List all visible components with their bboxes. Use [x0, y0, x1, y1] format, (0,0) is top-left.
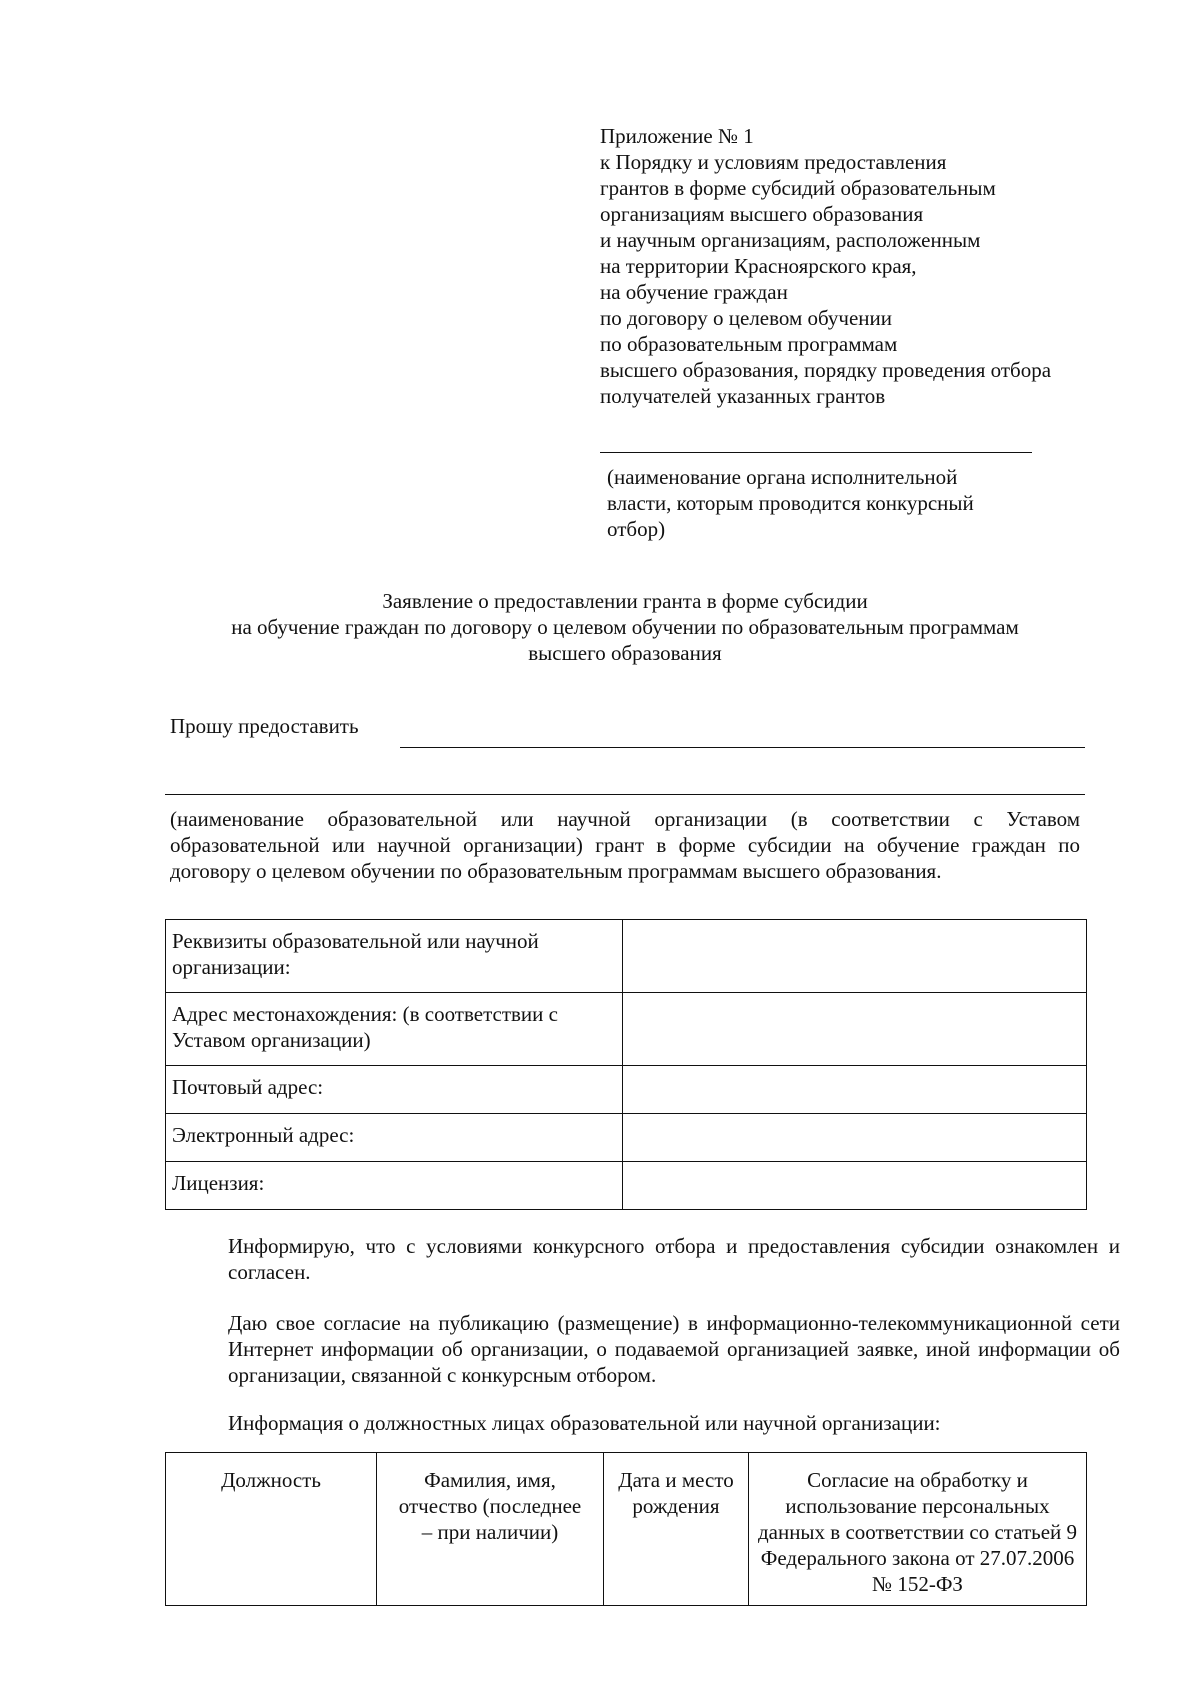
- header-position: Должность: [166, 1453, 377, 1606]
- consent-conditions-text: Информирую, что с условиями конкурсного отбора и предоставления субсидии ознакомлен и согласен.: [228, 1234, 1120, 1284]
- table-cell-value: [623, 1066, 1087, 1114]
- appendix-line: и научным организациям, расположенным: [600, 228, 981, 252]
- document-title: [160, 588, 1090, 666]
- appendix-line: получателей указанных грантов: [600, 384, 886, 408]
- request-label: Прошу предоставить: [170, 714, 359, 738]
- title-line: высшего образования: [528, 641, 722, 665]
- appendix-line: Приложение № 1: [600, 124, 754, 148]
- table-cell-value: [623, 920, 1087, 993]
- appendix-line: грантов в форме субсидий образовательным: [600, 176, 996, 200]
- table-cell-label: Почтовый адрес:: [166, 1066, 623, 1114]
- officials-intro-text: Информация о должностных лицах образовательной или научной организации:: [228, 1411, 941, 1435]
- requisites-table: [165, 919, 1087, 1210]
- organ-caption-line: (наименование органа исполнительной: [607, 465, 958, 489]
- table-cell-label: Адрес местонахождения: (в соответствии с Уставом организации): [166, 993, 623, 1066]
- consent-conditions-paragraph: [170, 1233, 1120, 1285]
- table-row: [166, 1066, 1087, 1114]
- table-row: [166, 993, 1087, 1066]
- organ-fill-line: [600, 452, 1032, 453]
- organ-caption-line: власти, которым проводится конкурсный: [607, 491, 974, 515]
- table-header-row: [166, 1453, 1087, 1606]
- title-line: Заявление о предоставлении гранта в форме субсидии: [382, 589, 868, 613]
- organ-caption: [607, 464, 1047, 542]
- header-birth-date-place: Дата и место рождения: [604, 1453, 749, 1606]
- header-full-name: Фамилия, имя, отчество (последнее – при наличии): [377, 1453, 604, 1606]
- appendix-header: [600, 123, 1100, 409]
- organ-caption-line: отбор): [607, 517, 666, 541]
- table-cell-label: Реквизиты образовательной или научной организации:: [166, 920, 623, 993]
- appendix-line: по договору о целевом обучении: [600, 306, 893, 330]
- table-cell-value: [623, 1114, 1087, 1162]
- table-cell-value: [623, 993, 1087, 1066]
- org-name-fill-line-2: [165, 794, 1085, 795]
- consent-publication-text: Даю свое согласие на публикацию (размещение) в информационно-телекоммуникационной сети Интернет информации об организации, о подаваемой организацией заявке, иной информации об организации, связанной с конкурсным отбором.: [228, 1311, 1120, 1387]
- appendix-line: высшего образования, порядку проведения отбора: [600, 358, 1052, 382]
- appendix-line: к Порядку и условиям предоставления: [600, 150, 947, 174]
- appendix-line: на обучение граждан: [600, 280, 788, 304]
- table-cell-label: Лицензия:: [166, 1162, 623, 1210]
- title-line: на обучение граждан по договору о целевом обучении по образовательным программам: [231, 615, 1019, 639]
- table-cell-value: [623, 1162, 1087, 1210]
- appendix-line: на территории Красноярского края,: [600, 254, 917, 278]
- consent-publication-paragraph: [170, 1310, 1120, 1388]
- org-description: (наименование образовательной или научной организации (в соответствии с Уставом образовательной или научной организации) грант в форме субсидии на обучение граждан по договору о целевом обучении по образовательным программам высшего образования.: [170, 807, 1080, 883]
- table-cell-label: Электронный адрес:: [166, 1114, 623, 1162]
- table-row: [166, 920, 1087, 993]
- table-row: [166, 1162, 1087, 1210]
- header-personal-data-consent: Согласие на обработку и использование персональных данных в соответствии со статьей 9 Федерального закона от 27.07.2006 № 152-ФЗ: [749, 1453, 1087, 1606]
- appendix-line: по образовательным программам: [600, 332, 898, 356]
- appendix-line: организациям высшего образования: [600, 202, 924, 226]
- officials-intro-paragraph: [170, 1410, 1120, 1436]
- org-name-fill-line: [400, 747, 1085, 748]
- officials-table: [165, 1452, 1087, 1606]
- table-row: [166, 1114, 1087, 1162]
